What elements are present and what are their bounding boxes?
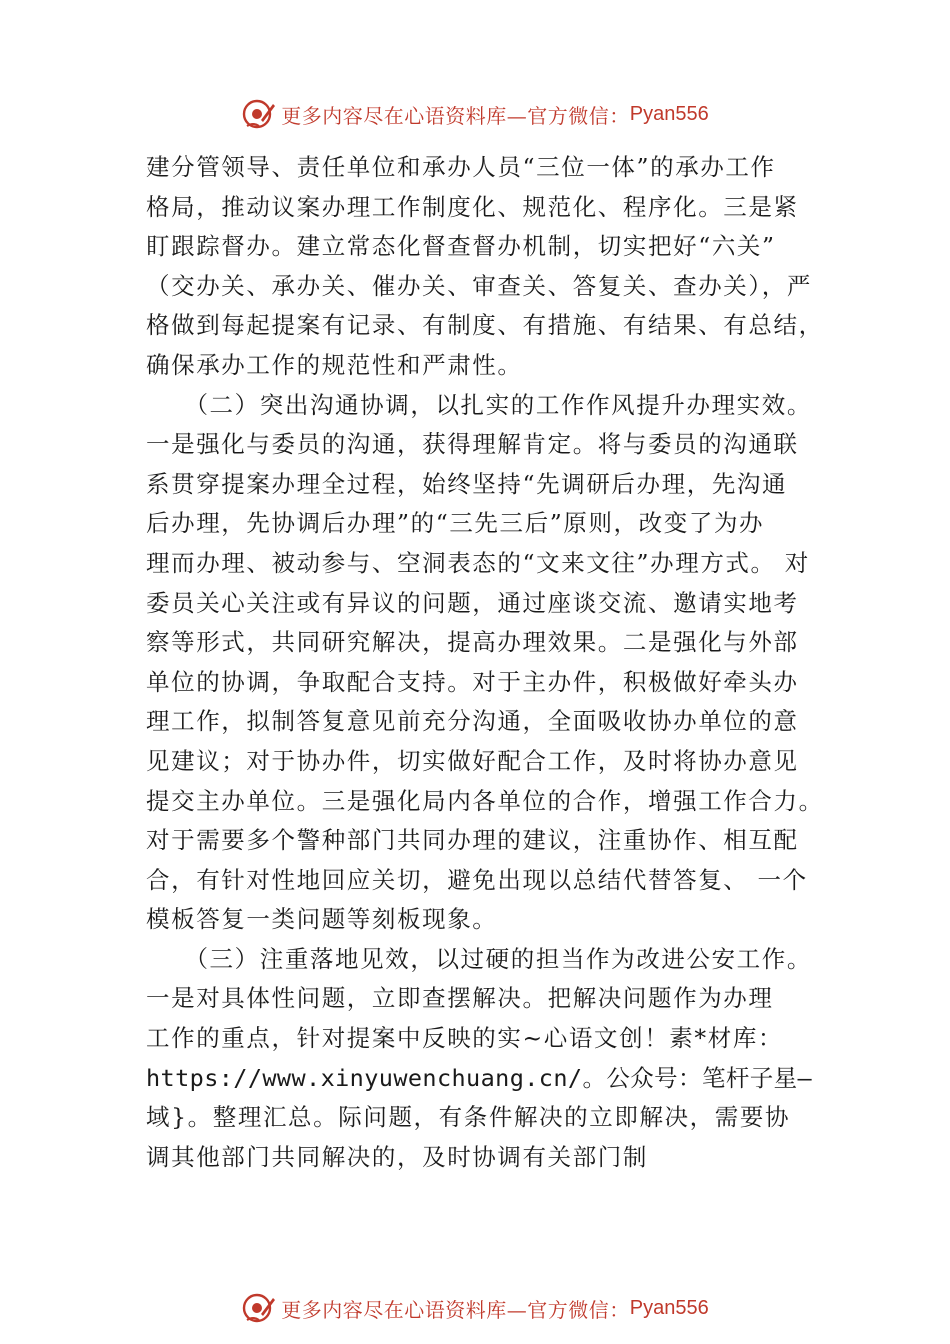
text-line: 工作的重点，针对提案中反映的实~心语文创！素*材库： [146, 1024, 784, 1053]
banner-text: 更多内容尽在心语资料库—官方微信： [281, 1297, 630, 1322]
footer-banner [0, 1288, 950, 1328]
text-line: 对于需要多个警种部门共同办理的建议，注重协作、相互配 [146, 826, 799, 855]
text-line: 理而办理、被动参与、空洞表态的“文来文往”办理方式。 对 [146, 548, 810, 577]
header-banner [0, 94, 950, 134]
text-line: （交办关、承办关、催办关、审查关、答复关、查办关），严 [146, 271, 812, 300]
text-line: 一是强化与委员的沟通，获得理解肯定。将与委员的沟通联 [146, 430, 799, 459]
banner-text: 更多内容尽在心语资料库—官方微信： [281, 103, 630, 128]
text-line: 后办理，先协调后办理”的“三先三后”原则，改变了为办 [146, 509, 765, 538]
text-line-url: https://www.xinyuwenchuang.cn/。公众号：笔杆子星— [146, 1063, 813, 1092]
text-line: 见建议；对于协办件，切实做好配合工作，及时将协办意见 [146, 746, 799, 775]
text-line: 察等形式，共同研究解决，提高办理效果。二是强化与外部 [146, 628, 799, 657]
text-line: 一是对具体性问题，立即查摆解决。把解决问题作为办理 [146, 984, 774, 1013]
text-line: 模板答复一类问题等刻板现象。 [146, 905, 498, 934]
text-line: 域}。整理汇总。际问题，有条件解决的立即解决，需要协 [146, 1103, 791, 1132]
text-line: 建分管领导、责任单位和承办人员“三位一体”的承办工作 [146, 153, 776, 181]
text-line: 格做到每起提案有记录、有制度、有措施、有结果、有总结， [146, 311, 824, 340]
pen-logo-icon [241, 1290, 277, 1326]
text-line: （三）注重落地见效，以过硬的担当作为改进公安工作。 [146, 944, 812, 973]
text-line: 调其他部门共同解决的，及时协调有关部门制 [146, 1142, 648, 1171]
text-line: （二）突出沟通协调，以扎实的工作作风提升办理实效。 [146, 390, 812, 419]
pen-logo-icon [241, 96, 277, 132]
text-line: 确保承办工作的规范性和严肃性。 [146, 350, 523, 379]
banner-wechat-id: Pyan556 [629, 1296, 709, 1319]
document-body [146, 148, 822, 1177]
text-line: 理工作，拟制答复意见前充分沟通，全面吸收协办单位的意 [146, 707, 799, 736]
text-line: 格局，推动议案办理工作制度化、规范化、程序化。三是紧 [146, 192, 799, 221]
text-line: 合，有针对性地回应关切，避免出现以总结代替答复、 一个 [146, 865, 808, 894]
text-line: 单位的协调，争取配合支持。对于主办件，积极做好牵头办 [146, 667, 799, 696]
text-line: 委员关心关注或有异议的问题，通过座谈交流、邀请实地考 [146, 588, 799, 617]
text-line: 盯跟踪督办。建立常态化督查督办机制，切实把好“六关” [146, 232, 776, 261]
banner-wechat-id: Pyan556 [629, 102, 709, 125]
text-line: 系贯穿提案办理全过程，始终坚持“先调研后办理，先沟通 [146, 469, 788, 498]
text-line: 提交主办单位。三是强化局内各单位的合作，增强工作合力。 [146, 786, 824, 815]
